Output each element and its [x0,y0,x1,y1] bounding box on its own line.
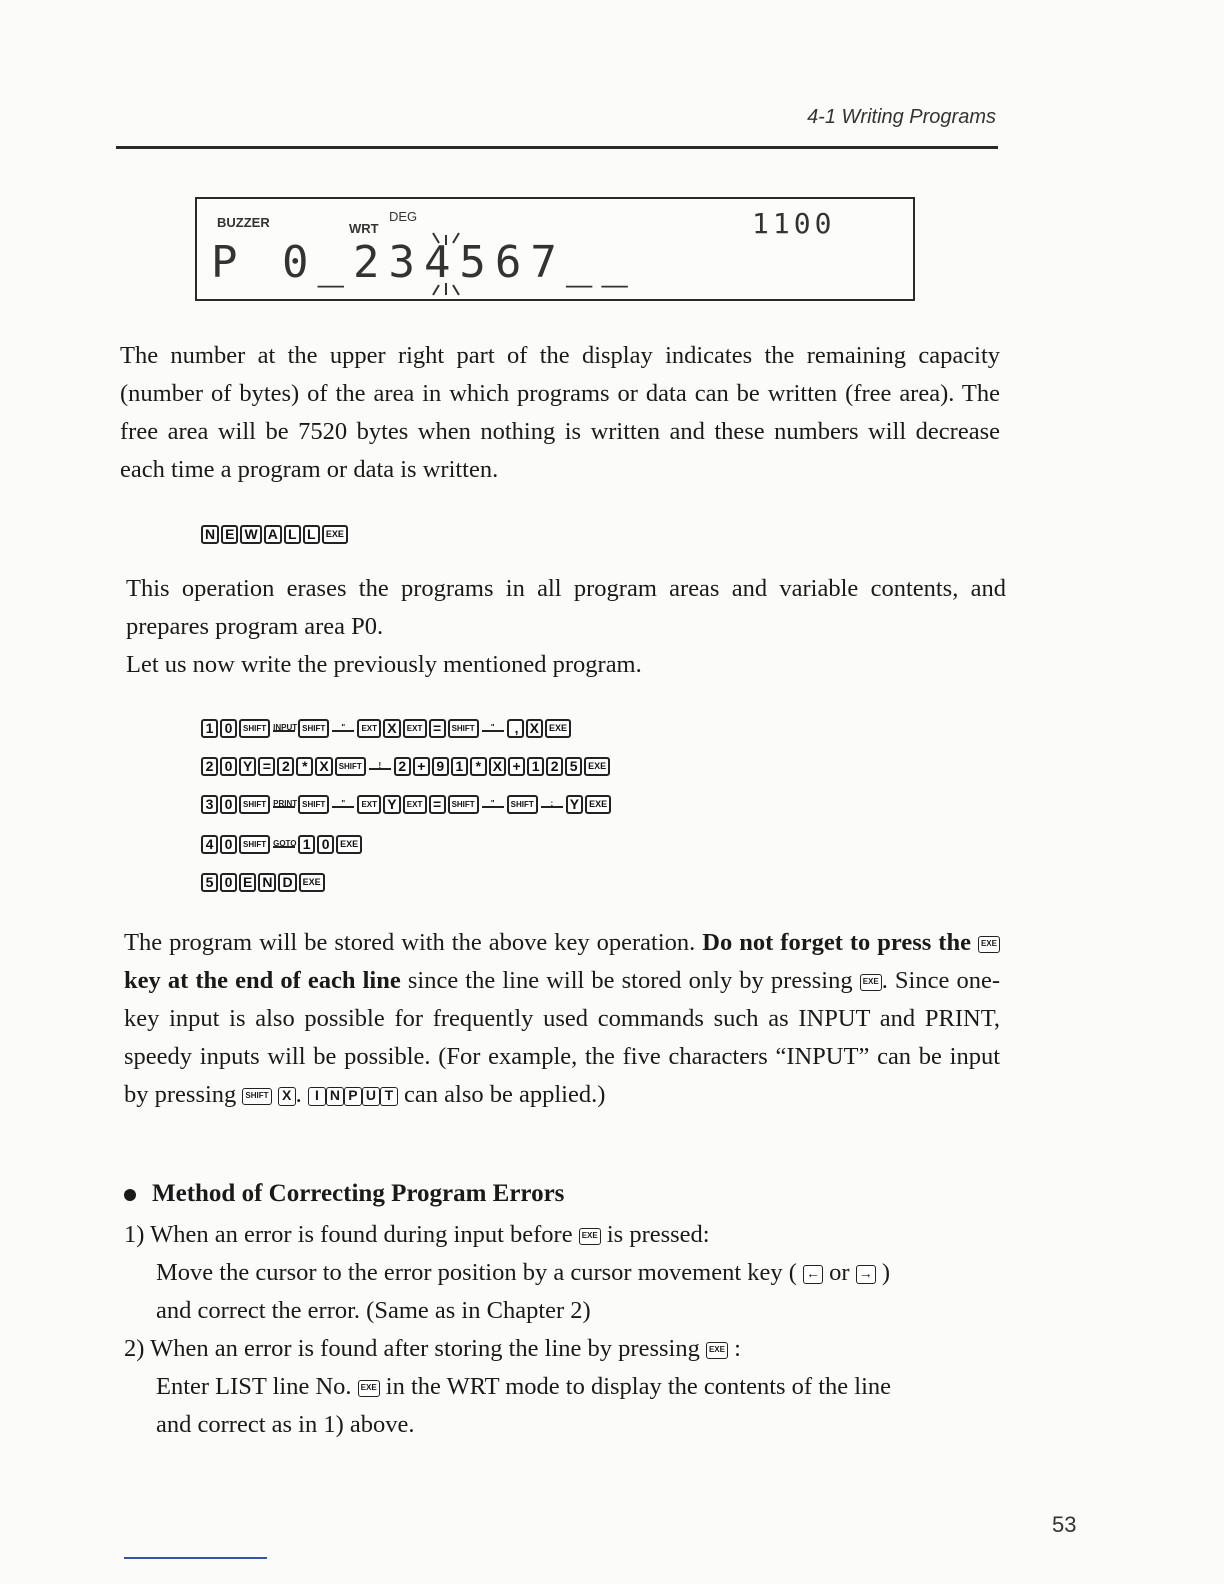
3-key-icon: 3 [201,795,218,814]
shift-key-icon: SHIFT [507,795,538,814]
shift-key-icon: SHIFT [242,1088,271,1105]
shift-key-icon: SHIFT [239,835,270,854]
shift-function-label: ! [369,762,391,770]
0-key-icon: 0 [220,835,237,854]
page-number: 53 [1052,1512,1077,1537]
5-key-icon: 5 [201,873,218,892]
2-key-icon: 2 [546,757,563,776]
storage-bold-1: Do not forget to press the [702,929,978,956]
key-sequence-line50 [201,870,325,894]
symbol-key-icon: = [429,795,446,814]
shift-function-label: INPUT [273,723,298,732]
1-key-icon: 1 [527,757,544,776]
symbol-key-icon: , [507,719,524,738]
input-key-sequence [308,1081,398,1108]
x-key-icon: X [526,719,543,738]
1-key-icon: 1 [201,719,218,738]
display-line: P 0_234567__ [211,237,637,288]
wrt-indicator: WRT [349,221,379,236]
cursor-flash-icon [421,221,471,297]
shift-key-icon: SHIFT [335,757,366,776]
shift-function-label: " [332,724,354,732]
ext-key-icon: EXT [403,719,427,738]
item-1-title-text-b: is pressed: [600,1221,710,1248]
shift-function-label: " [332,800,354,808]
1-key-icon: 1 [451,757,468,776]
item-2-title-text-b: : [727,1335,741,1362]
ext-key-icon: EXT [357,795,381,814]
symbol-key-icon: + [413,757,430,776]
paragraph-write-intro: Let us now write the previously mentioned program. [126,651,642,678]
shift-function-label: PRINT [273,799,298,808]
item-1-body-text-a: Move the cursor to the error position by a cursor movement key ( [156,1259,804,1286]
exe-key-icon: EXE [336,835,362,854]
1-key-icon: 1 [298,835,315,854]
u-key-icon: U [362,1087,380,1106]
symbol-key-icon: + [508,757,525,776]
w-key-icon: W [240,525,261,544]
4-key-icon: 4 [201,835,218,854]
exe-key-icon: EXE [545,719,571,738]
exe-key-icon: EXE [579,1228,601,1245]
item-2-title-text-a: 2) When an error is found after storing the line by pressing [124,1335,706,1362]
storage-text-4: . [295,1081,308,1108]
exe-key-icon: EXE [978,936,1000,953]
ext-key-icon: EXT [357,719,381,738]
l-key-icon: L [303,525,320,544]
2-key-icon: 2 [394,757,411,776]
shift-key-icon: SHIFT [239,719,270,738]
item-2-body-2: and correct as in 1) above. [156,1411,415,1438]
shift-key-icon: SHIFT [298,719,329,738]
9-key-icon: 9 [432,757,449,776]
footer-rule [124,1557,267,1559]
shift-function-label: " [482,800,504,808]
p-key-icon: P [344,1087,362,1106]
symbol-key-icon: = [429,719,446,738]
section-heading [124,1180,564,1208]
item-2-body [156,1368,891,1406]
shift-function-label: ; [541,800,563,808]
page-header [116,106,998,149]
shift-function-label: " [482,724,504,732]
item-1-body [156,1254,890,1292]
y-key-icon: Y [239,757,256,776]
item-2-body-text-b: in the WRT mode to display the contents of the line [379,1373,892,1400]
storage-text-2: since the line will be stored only by pressing [400,967,860,994]
0-key-icon: 0 [220,719,237,738]
deg-indicator: DEG [389,209,418,224]
shift-key-icon: SHIFT [448,719,479,738]
shift-key-icon: SHIFT [298,795,329,814]
left-arrow-key-icon: ← [803,1265,823,1284]
calculator-display [195,197,915,301]
e-key-icon: E [221,525,238,544]
capacity-readout: 1100 [752,207,836,240]
item-1-title [124,1216,710,1254]
storage-text-3: . Since one-key input is also possible for frequently used commands such as INPUT and PRINT, speedy inputs will be possible. (For example, the five characters “INPUT” can be input by pressing [124,967,1001,1108]
shift-key-icon: SHIFT [448,795,479,814]
x-key-icon: X [278,1087,296,1106]
item-1-body-or: or [823,1259,856,1286]
n-key-icon: N [258,873,276,892]
2-key-icon: 2 [201,757,218,776]
exe-key-icon: EXE [706,1342,728,1359]
shift-key-icon: SHIFT [239,795,270,814]
key-sequence-line20 [201,754,610,778]
paragraph-newall-text: This operation erases the programs in all program areas and variable contents, and prepares program area P0. [126,575,1006,640]
0-key-icon: 0 [220,795,237,814]
exe-key-icon: EXE [299,873,325,892]
storage-text-5: can also be applied.) [397,1081,606,1108]
x-key-icon: X [315,757,332,776]
key-sequence-line30 [201,792,611,816]
key-sequence-line10 [201,716,571,740]
paragraph-newall [126,570,1006,684]
paragraph-capacity: The number at the upper right part of the display indicates the remaining capacity (number of bytes) of the area in which programs or data can be written (free area). The free area will be 7520 bytes when nothing is written and these numbers will decrease each time a program or data is written. [120,342,1000,483]
5-key-icon: 5 [565,757,582,776]
item-2-title [124,1330,741,1368]
bullet-icon [124,1189,136,1201]
section-title: 4-1 Writing Programs [807,106,996,128]
buzzer-indicator: BUZZER [217,215,270,230]
e-key-icon: E [239,873,256,892]
l-key-icon: L [284,525,301,544]
symbol-key-icon: = [258,757,275,776]
item-1-body-text-b: ) [875,1259,891,1286]
a-key-icon: A [264,525,282,544]
item-1-title-text-a: 1) When an error is found during input before [124,1221,579,1248]
d-key-icon: D [278,873,296,892]
right-arrow-key-icon: → [856,1265,876,1284]
0-key-icon: 0 [317,835,334,854]
item-2-body-text-a: Enter LIST line No. [156,1373,358,1400]
exe-key-icon: EXE [358,1380,380,1397]
exe-key-icon: EXE [584,757,610,776]
i-key-icon: I [308,1087,326,1106]
n-key-icon: N [326,1087,344,1106]
0-key-icon: 0 [220,757,237,776]
paragraph-storage [124,924,1000,1114]
0-key-icon: 0 [220,873,237,892]
section-heading-text: Method of Correcting Program Errors [152,1180,565,1207]
x-key-icon: X [489,757,506,776]
symbol-key-icon: * [470,757,487,776]
symbol-key-icon: * [296,757,313,776]
item-1-body-2: and correct the error. (Same as in Chapter 2) [156,1297,591,1324]
x-key-icon: X [383,719,400,738]
key-sequence-newall [201,522,348,546]
exe-key-icon: EXE [322,525,348,544]
ext-key-icon: EXT [403,795,427,814]
y-key-icon: Y [566,795,583,814]
exe-key-icon: EXE [585,795,611,814]
storage-bold-2: key at the end of each line [124,967,401,994]
exe-key-icon: EXE [860,974,882,991]
shift-function-label: GOTO [273,839,297,848]
n-key-icon: N [201,525,219,544]
key-sequence-line40 [201,832,362,856]
y-key-icon: Y [383,795,400,814]
t-key-icon: T [380,1087,398,1106]
2-key-icon: 2 [277,757,294,776]
storage-text-1: The program will be stored with the above key operation. [124,929,703,956]
